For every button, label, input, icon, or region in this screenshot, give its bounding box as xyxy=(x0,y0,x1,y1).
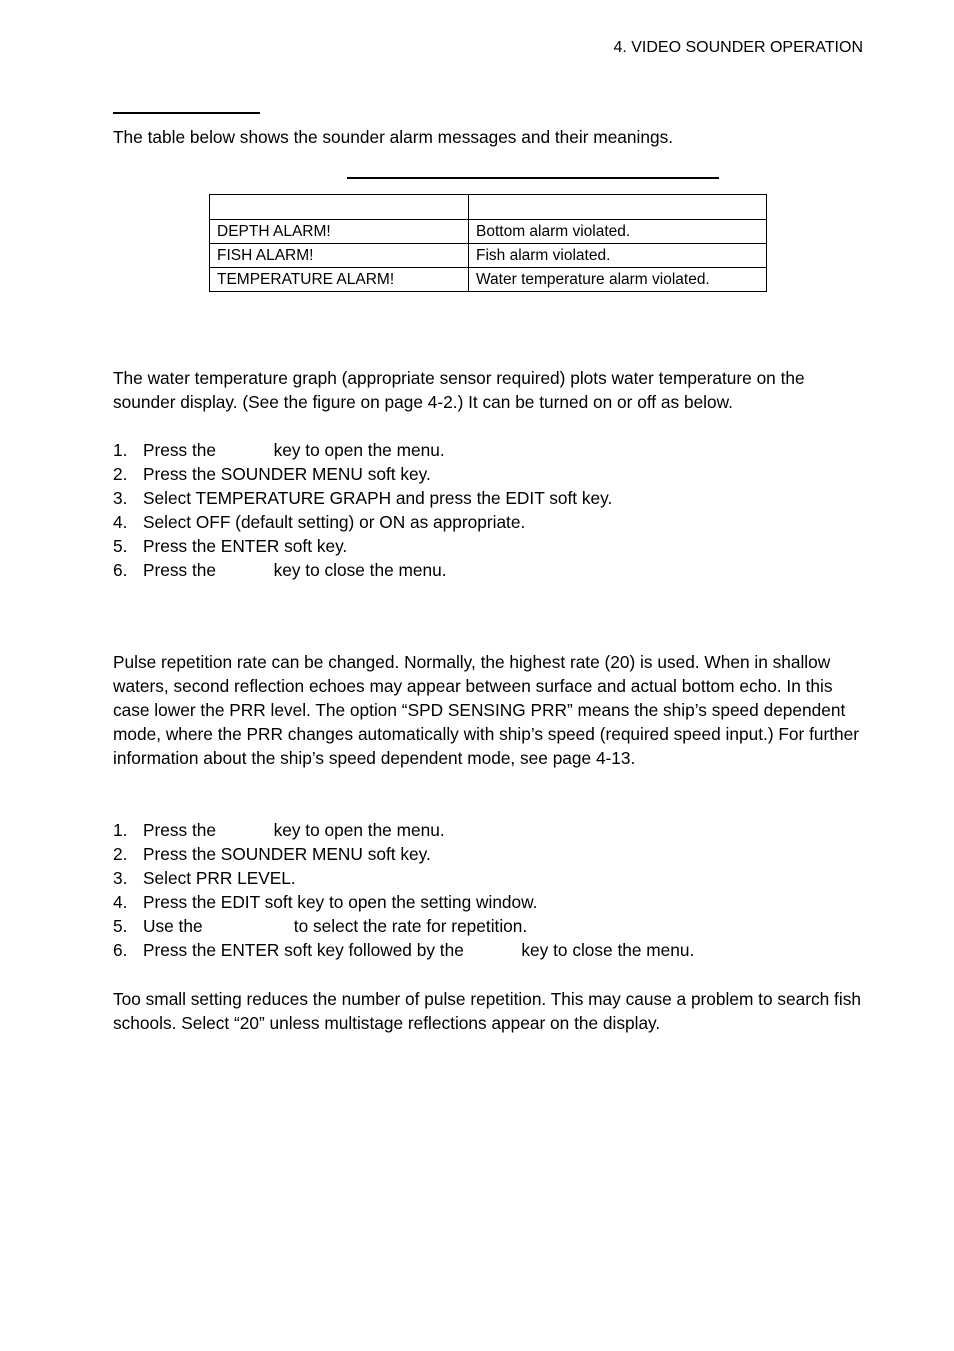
alarm-table xyxy=(209,194,767,292)
section-title-underline xyxy=(113,112,260,114)
prr-intro: Pulse repetition rate can be changed. Normally, the highest rate (20) is used. When in shallow waters, second reflection echoes may appear between surface and actual bottom echo. In this case lower the PRR level. The option “SPD SENSING PRR” means the ship’s speed dependent mode, where the PRR changes automatically with ship’s speed (required speed input.) For further information about the ship’s speed dependent mode, see page 4-13. xyxy=(113,652,860,768)
step-text: Select OFF (default setting) or ON as appropriate. xyxy=(143,512,526,532)
step-text: Select TEMPERATURE GRAPH and press the EDIT soft key. xyxy=(143,488,613,508)
list-item xyxy=(113,486,612,510)
header-meaning xyxy=(469,195,767,220)
step-text: Press the ENTER soft key followed by the key to close the menu. xyxy=(143,940,695,960)
step-text: Press the key to open the menu. xyxy=(143,440,445,460)
table-row xyxy=(210,244,767,268)
list-item xyxy=(113,866,694,890)
list-item xyxy=(113,462,612,486)
alarm-meaning: Bottom alarm violated. xyxy=(469,220,767,244)
list-item xyxy=(113,818,694,842)
temperature-intro: The water temperature graph (appropriate sensor required) plots water temperature on the sounder display. (See the figure on page 4-2.) It can be turned on or off as below. xyxy=(113,368,805,412)
running-header: 4. VIDEO SOUNDER OPERATION xyxy=(613,39,863,56)
step-number: 6. xyxy=(113,940,128,960)
list-item xyxy=(113,534,612,558)
alarm-meaning: Fish alarm violated. xyxy=(469,244,767,268)
step-text: Press the ENTER soft key. xyxy=(143,536,348,556)
step-number: 6. xyxy=(113,560,128,580)
step-text: Press the SOUNDER MENU soft key. xyxy=(143,844,431,864)
alarm-meaning: Water temperature alarm violated. xyxy=(469,268,767,292)
table-row xyxy=(210,268,767,292)
step-number: 3. xyxy=(113,488,128,508)
step-number: 1. xyxy=(113,440,128,460)
temperature-steps xyxy=(113,438,612,582)
alarm-message: DEPTH ALARM! xyxy=(210,220,469,244)
step-number: 4. xyxy=(113,892,128,912)
step-text: Press the SOUNDER MENU soft key. xyxy=(143,464,431,484)
step-text: Press the key to open the menu. xyxy=(143,820,445,840)
list-item xyxy=(113,558,612,582)
alarm-message: FISH ALARM! xyxy=(210,244,469,268)
step-number: 2. xyxy=(113,464,128,484)
header-message xyxy=(210,195,469,220)
table-header-row xyxy=(210,195,767,220)
step-number: 3. xyxy=(113,868,128,888)
list-item xyxy=(113,510,612,534)
step-text: Press the EDIT soft key to open the setting window. xyxy=(143,892,538,912)
table-row xyxy=(210,220,767,244)
prr-note: Too small setting reduces the number of pulse repetition. This may cause a problem to search fish schools. Select “20” unless multistage reflections appear on the display. xyxy=(113,989,861,1033)
step-number: 5. xyxy=(113,536,128,556)
step-number: 1. xyxy=(113,820,128,840)
alarm-message: TEMPERATURE ALARM! xyxy=(210,268,469,292)
list-item xyxy=(113,438,612,462)
list-item xyxy=(113,938,694,962)
prr-steps xyxy=(113,818,694,962)
step-number: 4. xyxy=(113,512,128,532)
list-item xyxy=(113,890,694,914)
list-item xyxy=(113,914,694,938)
table-title-underline xyxy=(347,177,719,179)
step-number: 5. xyxy=(113,916,128,936)
step-text: Press the key to close the menu. xyxy=(143,560,447,580)
step-number: 2. xyxy=(113,844,128,864)
step-text: Use the to select the rate for repetition. xyxy=(143,916,528,936)
alarm-intro: The table below shows the sounder alarm messages and their meanings. xyxy=(113,127,674,147)
list-item xyxy=(113,842,694,866)
step-text: Select PRR LEVEL. xyxy=(143,868,296,888)
